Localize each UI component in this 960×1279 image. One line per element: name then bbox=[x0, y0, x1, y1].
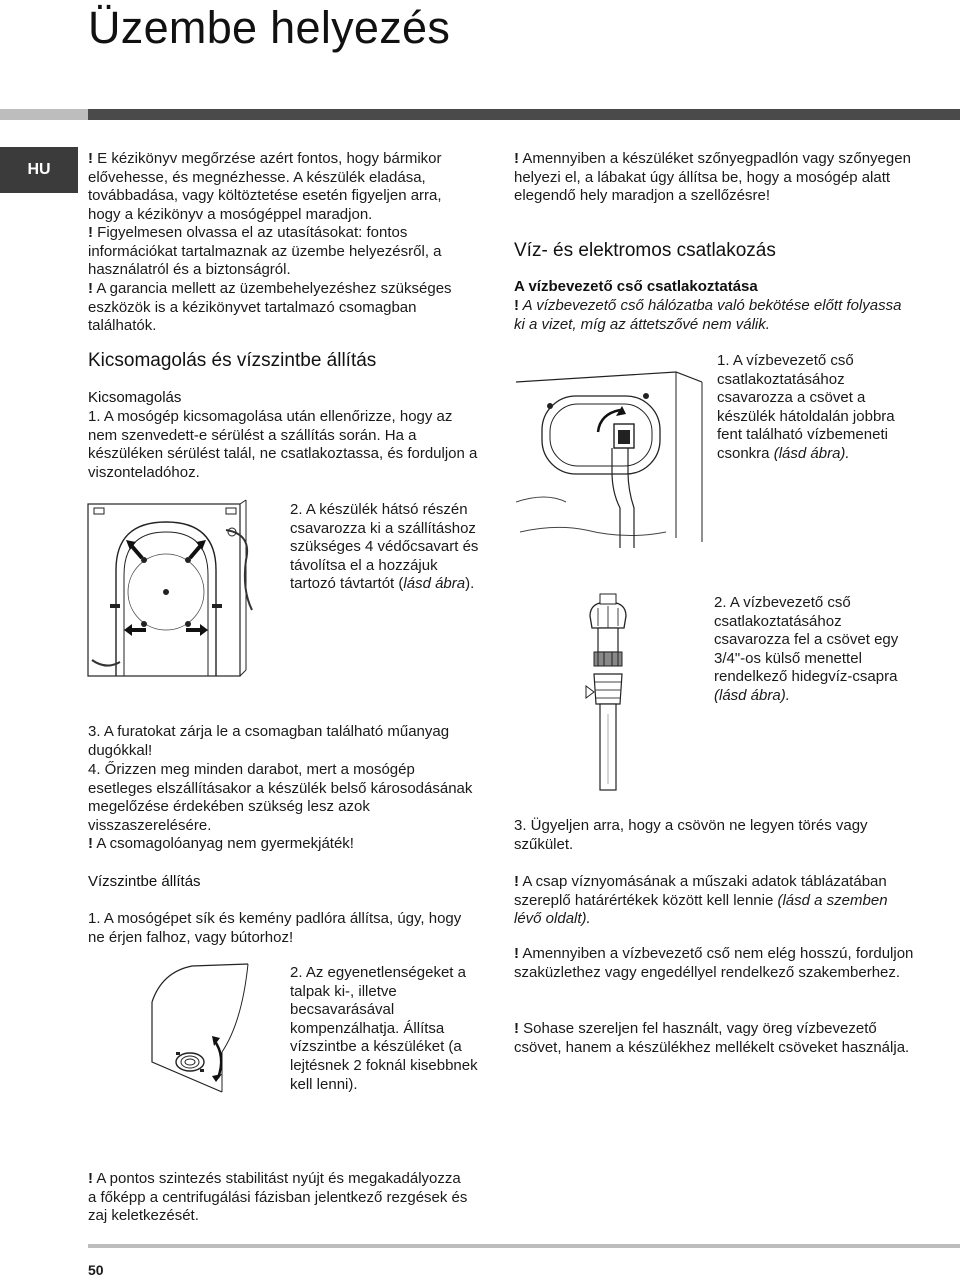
section-unpack-level-title: Kicsomagolás és vízszintbe állítás bbox=[88, 350, 377, 371]
machine-back-figure bbox=[86, 500, 282, 680]
subheading-unpack: Kicsomagolás bbox=[88, 389, 182, 406]
unpack-step-3: 3. A furatokat zárja le a csomagban található műanyag dugókkal! bbox=[88, 723, 450, 759]
footer-rule bbox=[88, 1244, 960, 1248]
subheading-level: Vízszintbe állítás bbox=[88, 873, 201, 890]
unpack-warning: ! A csomagolóanyag nem gyermekjáték! bbox=[88, 835, 354, 852]
section-water-electric-title: Víz- és elektromos csatlakozás bbox=[514, 240, 776, 261]
page-title: Üzembe helyezés bbox=[88, 2, 451, 53]
intro-note-2: ! Figyelmesen olvassa el az utasításokat: fontos információkat tartalmaznak az üzembe helyezésről, a használatról és a biztonságról. bbox=[88, 224, 442, 279]
level-step-2: 2. Az egyenetlenségeket a talpak ki-, illetve becsavarásával kompenzálhatja. Állítsa vízszintbe a készüléket (a lejtésnek 2 foknál kisebbnek kell lenni). bbox=[290, 964, 478, 1093]
hose-length-warning: ! Amennyiben a vízbevezető cső nem elég hosszú, forduljon szaküzlethez vagy engedéllyel rendelkező szakemberhez. bbox=[514, 945, 914, 981]
header-rule bbox=[88, 109, 960, 120]
tap-connection-figure bbox=[572, 594, 648, 790]
language-tab: HU bbox=[0, 147, 78, 193]
intro-note-1: ! E kézikönyv megőrzése azért fontos, hogy bármikor elővehesse, és megnézhesse. A készülék eladása, továbbadása, vagy költöztetése esetén figyeljen arra, hogy a kézikönyv a mosógéppel maradjon. bbox=[88, 150, 442, 223]
pressure-warning: ! A csap víznyomásának a műszaki adatok táblázatában szereplő határértékek között kell lennie (lásd a szemben lévő oldalt). bbox=[514, 873, 888, 928]
level-warning: ! A pontos szintezés stabilitást nyújt és megakadályozza a főképp a centrifugálási fázisban jelentkező rezgések és zaj keletkezését. bbox=[88, 1170, 468, 1225]
unpack-step-4: 4. Őrizzen meg minden darabot, mert a mosógép esetleges elszállításakor a készülék belső károsodásának megelőzése érdekében szükség lesz azok visszaszerelésére. bbox=[88, 761, 473, 834]
used-hose-warning: ! Sohase szereljen fel használt, vagy öreg vízbevezető csövet, hanem a készülékhez mellékelt csöveket használja. bbox=[514, 1020, 910, 1056]
unpack-step-1: 1. A mosógép kicsomagolása után ellenőrizze, hogy az nem szenvedett-e sérülést a szállítás során. Ha a készüléken sérülést talál, ne csatlakoztassa, és forduljon a viszonteladóhoz. bbox=[88, 408, 478, 481]
level-step-1: 1. A mosógépet sík és kemény padlóra állítsa, úgy, hogy ne érjen falhoz, vagy bútorhoz! bbox=[88, 910, 462, 946]
intro-note-3: ! A garancia mellett az üzembehelyezéshez szükséges eszközök is a kézikönyvet tartalmazó csomagban találhatók. bbox=[88, 280, 452, 335]
hose-warning: ! A vízbevezető cső hálózatba való bekötése előtt folyassa ki a vizet, míg az áttetszővé nem válik. bbox=[514, 297, 902, 333]
inlet-connection-figure bbox=[516, 352, 706, 548]
header-rule-left bbox=[0, 109, 88, 120]
hose-step-3: 3. Ügyeljen arra, hogy a csövön ne legyen törés vagy szűkület. bbox=[514, 817, 868, 853]
foot-leveling-figure bbox=[152, 962, 286, 1102]
hose-step-1: 1. A vízbevezető cső csatlakoztatásához csavarozza a csövet a készülék hátoldalán jobbra fent található vízbemeneti csonkra (lásd ábra). bbox=[717, 352, 895, 462]
page-number: 50 bbox=[88, 1262, 104, 1278]
hose-step-2: 2. A vízbevezető cső csatlakoztatásához csavarozza fel a csövet egy 3/4"-os külső menettel rendelkező hidegvíz-csapra (lásd ábra). bbox=[714, 594, 899, 704]
subheading-hose: A vízbevezető cső csatlakoztatása bbox=[514, 278, 758, 295]
unpack-step-2: 2. A készülék hátsó részén csavarozza ki a szállításhoz szükséges 4 védőcsavart és távolítsa el a hozzájuk tartozó távtartót (lásd ábra). bbox=[290, 501, 479, 593]
carpet-warning: ! Amennyiben a készüléket szőnyegpadlón vagy szőnyegen helyezi el, a lábakat úgy állítsa be, hogy a mosógép alatt elegendő hely maradjon a szellőzésre! bbox=[514, 150, 911, 205]
